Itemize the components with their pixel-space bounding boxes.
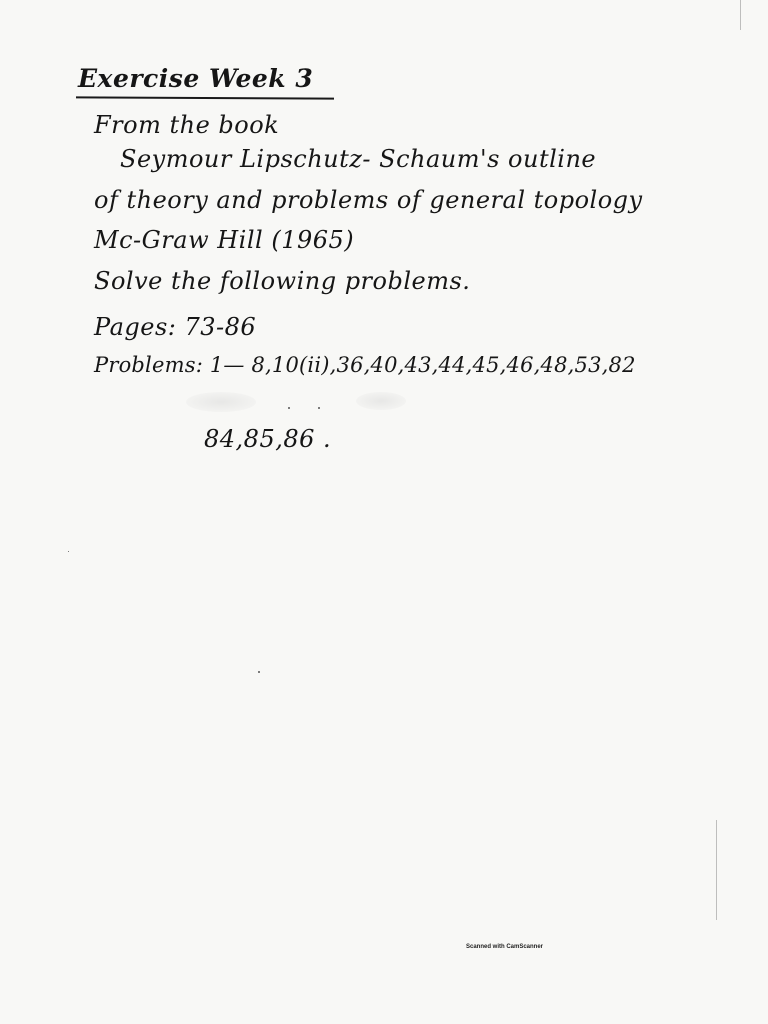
- ink-speck: [318, 407, 320, 409]
- text-line-pages: Pages: 73-86: [94, 313, 257, 341]
- text-line-publisher: Mc-Graw Hill (1965): [94, 226, 355, 254]
- text-line-book-subject: of theory and problems of general topology: [94, 186, 643, 214]
- text-line-problems-continued: 84,85,86 .: [204, 425, 332, 453]
- ink-speck: [258, 671, 260, 673]
- text-line-instruction: Solve the following problems.: [94, 267, 471, 295]
- erased-smudge: [356, 392, 406, 410]
- erased-smudge: [186, 392, 256, 412]
- text-line-author: Seymour Lipschutz- Schaum's outline: [120, 145, 597, 173]
- scan-edge-line: [740, 0, 741, 30]
- scanner-watermark: Scanned with CamScanner: [466, 944, 544, 950]
- text-line-problems: Problems: 1— 8,10(ii),36,40,43,44,45,46,48,53,82: [94, 353, 636, 377]
- page-title: Exercise Week 3: [78, 64, 314, 93]
- ink-speck: [288, 407, 290, 409]
- scan-edge-line: [716, 820, 717, 920]
- ink-speck: [68, 551, 69, 552]
- title-underline: [76, 96, 334, 99]
- text-line-book-intro: From the book: [94, 111, 280, 139]
